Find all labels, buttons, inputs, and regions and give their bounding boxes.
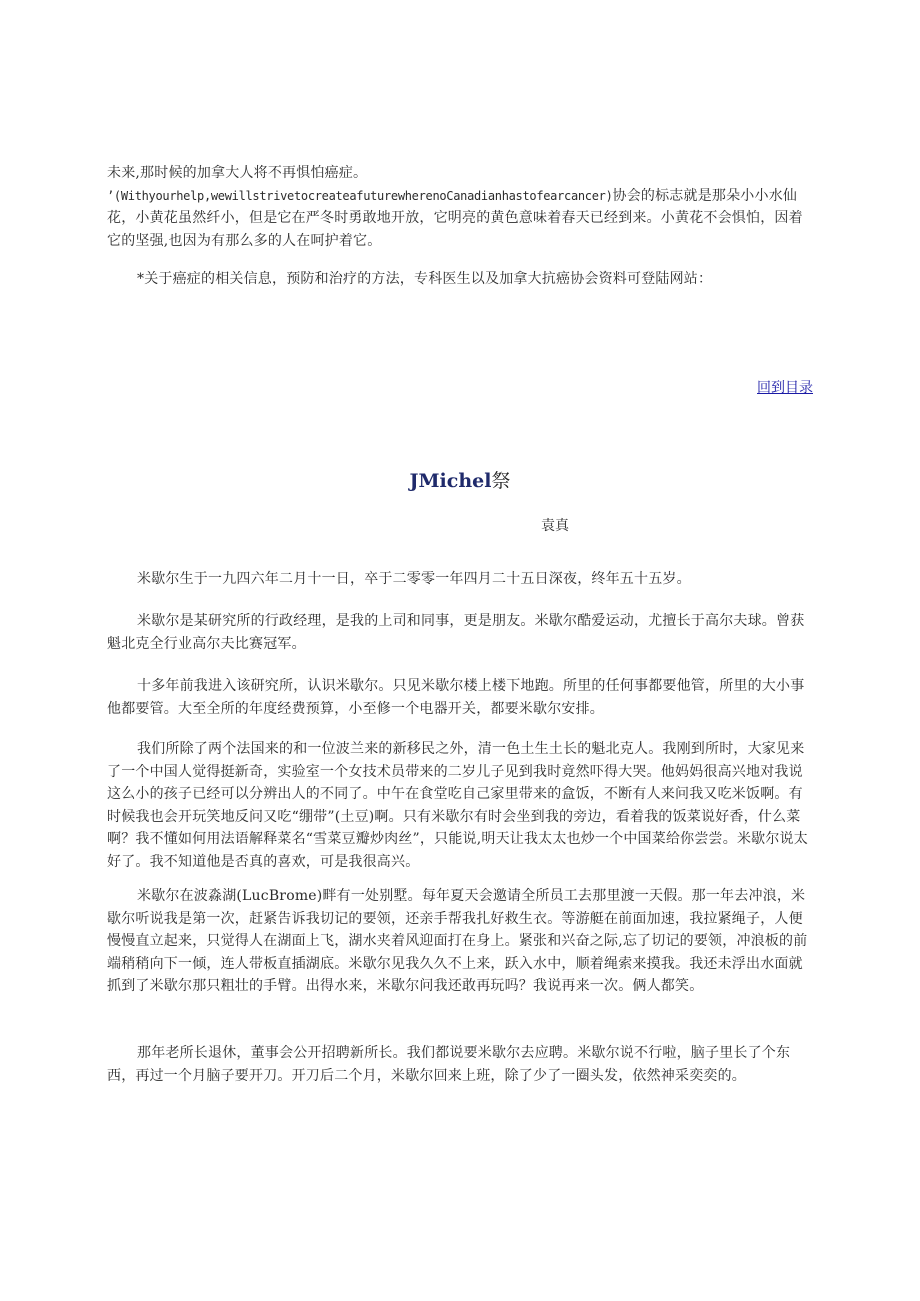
article-title-latin: JMichel: [409, 470, 492, 492]
info-text: *关于癌症的相关信息，预防和治疗的方法，专科医生以及加拿大抗癌协会资料可登陆网站：: [137, 271, 713, 287]
intro-paragraph-rest: 协会的标志就是那朵小小水仙花，小黄花虽然纤小，但是它在严冬时勇敢地开放，它明亮的黄色意味着春天已经到来。小黄花不会惧怕，因着它的坚强,也因为有那么多的人在呵护着它。: [107, 187, 803, 249]
paragraph-5: [107, 885, 813, 998]
article-paragraph: 米歇尔是某研究所的行政经理，是我的上司和同事，更是朋友。米歇尔酷爱运动，尤擅长于高尔夫球。曾获魁北克全行业高尔夫比赛冠军。: [107, 613, 805, 652]
article-paragraph: 我们所除了两个法国来的和一位波兰来的新移民之外，清一色土生土长的魁北克人。我刚到所时，大家见来了一个中国人觉得挺新奇，实验室一个女技术员带来的二岁儿子见到我时竟然吓得大哭。他妈妈很高兴地对我说这么小的孩子已经可以分辨出人的不同了。中午在食堂吃自己家里带来的盒饭，不断有人来问我又吃米饭啊。有时候我也会开玩笑地反问又吃“绷带”(土豆)啊。只有米歇尔有时会坐到我的旁边，看着我的饭菜说好香，什么菜啊？我不懂如何用法语解释菜名“雪菜豆瓣炒肉丝”，只能说,明天让我太太也炒一个中国菜给你尝尝。米歇尔说太好了。我不知道他是否真的喜欢，可是我很高兴。: [107, 741, 808, 870]
intro-line: 未来,那时候的加拿大人将不再惧怕癌症。: [107, 165, 368, 181]
intro-paragraph: [107, 185, 813, 253]
article-author: 袁真: [541, 518, 569, 534]
article-title: [0, 466, 920, 493]
article-paragraph: 十多年前我进入该研究所，认识米歇尔。只见米歇尔楼上楼下地跑。所里的任何事都要他管，所里的大小事他都要管。大至全所的年度经费预算，小至修一个电器开关，都要米歇尔安排。: [107, 678, 805, 717]
article-paragraph: 米歇尔在波淼湖(LucBrome)畔有一处别墅。每年夏天会邀请全所员工去那里渡一天假。那一年去冲浪，米歇尔听说我是第一次，赶紧告诉我切记的要领，还亲手帮我扎好救生衣。等游艇在前面加速，我拉紧绳子，人便慢慢直立起来，只觉得人在湖面上飞，湖水夹着风迎面打在身上。紧张和兴奋之际,忘了切记的要领，冲浪板的前端稍稍向下一倾，连人带板直插湖底。米歇尔见我久久不上来，跃入水中，顺着绳索来摸我。我还未浮出水面就抓到了米歇尔那只粗壮的手臂。出得水来，米歇尔问我还敢再玩吗？我说再来一次。俩人都笑。: [107, 888, 808, 994]
article-paragraph: 米歇尔生于一九四六年二月十一日，卒于二零零一年四月二十五日深夜，终年五十五岁。: [137, 571, 691, 587]
info-note: [107, 268, 813, 291]
paragraph-3: [107, 675, 813, 720]
slogan-text: ’(Withyourhelp,wewillstrivetocreateafuturewherenoCanadianhastofearcancer): [107, 188, 613, 203]
paragraph-6: [107, 1042, 813, 1087]
article-title-cn: 祭: [491, 470, 511, 492]
paragraph-2: [107, 610, 813, 655]
paragraph-1: [107, 568, 813, 591]
intro-section: [107, 162, 813, 252]
paragraph-4: [107, 738, 813, 873]
article-paragraph: 那年老所长退休，董事会公开招聘新所长。我们都说要米歇尔去应聘。米歇尔说不行啦，脑子里长了个东西，再过一个月脑子要开刀。开刀后二个月，米歇尔回来上班，除了少了一圈头发，依然神采奕奕的。: [107, 1045, 791, 1084]
back-to-contents-link[interactable]: 回到目录: [757, 380, 813, 396]
